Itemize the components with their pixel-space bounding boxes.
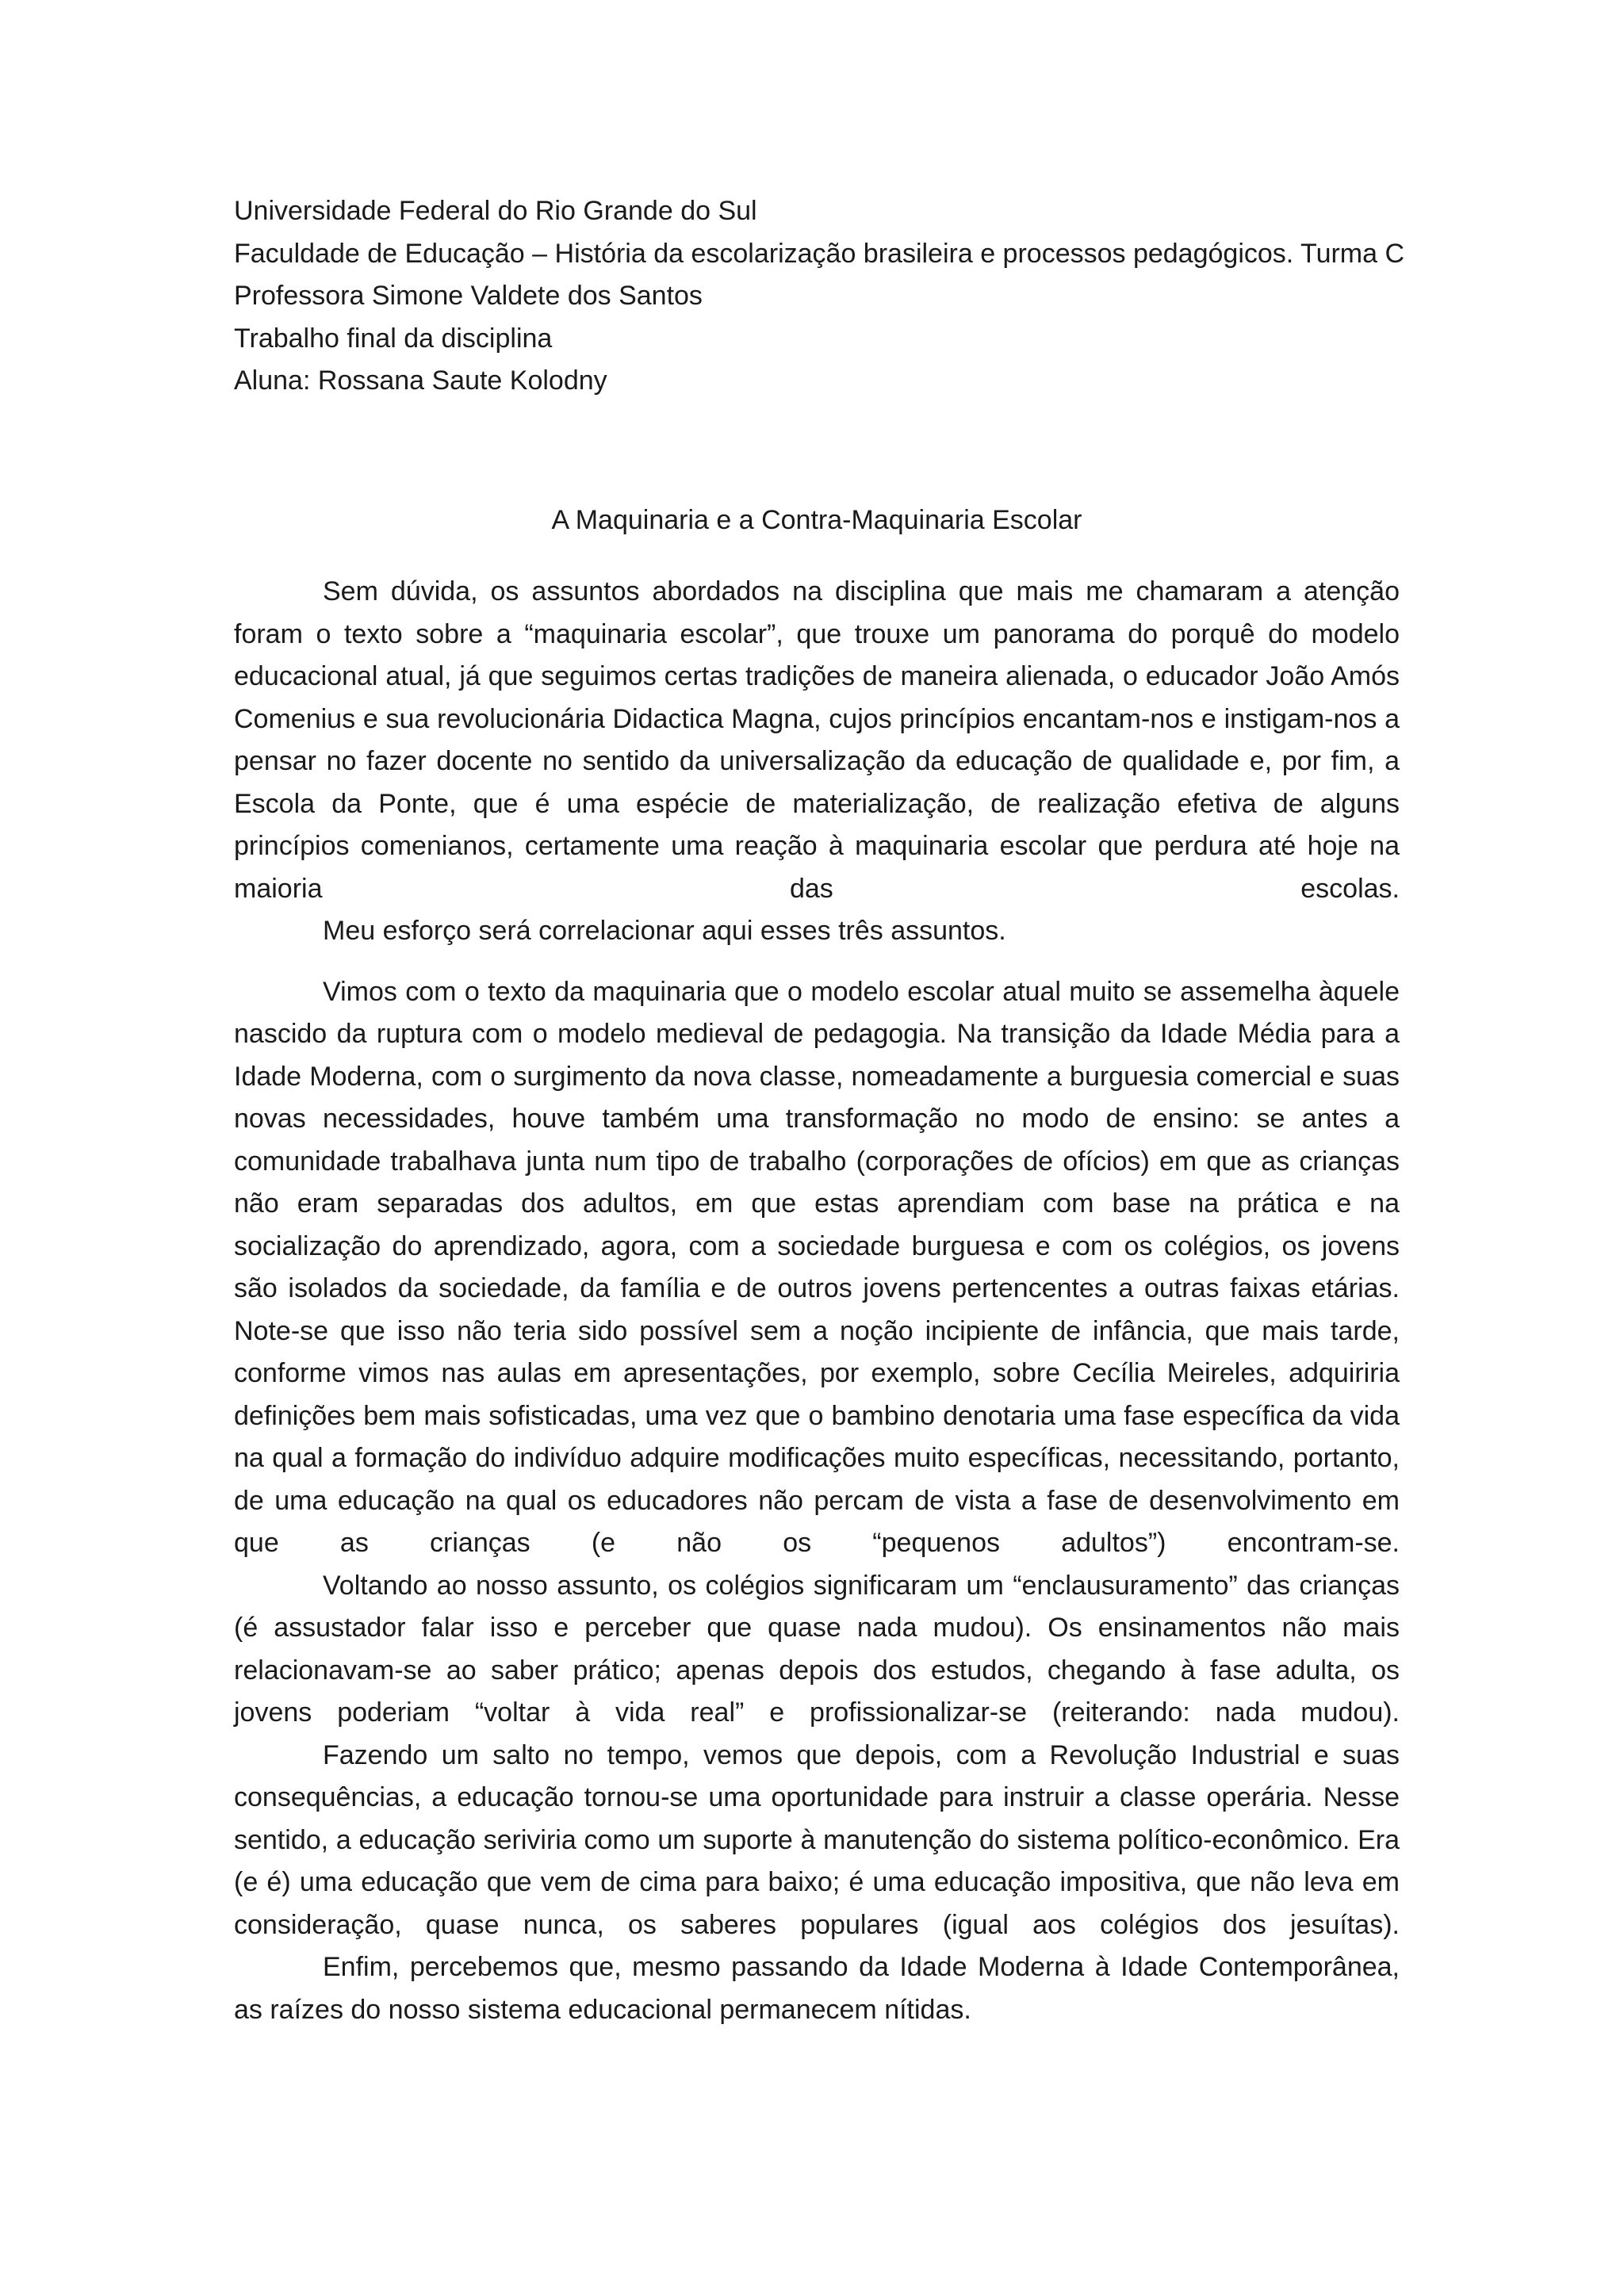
document-header bbox=[234, 190, 1408, 403]
paragraph-6: Enfim, percebemos que, mesmo passando da Idade Moderna à Idade Contemporânea, as raízes do nosso sistema educacional permanecem nítidas. bbox=[234, 1952, 1400, 2025]
paragraph-5: Fazendo um salto no tempo, vemos que depois, com a Revolução Industrial e suas consequências, a educação tornou-se uma oportunidade para instruir a classe operária. Nesse sentido, a educação seriviria como um suporte à manutenção do sistema político-econômico. Era (e é) uma educação que vem de cima para baixo; é uma educação impositiva, que não leva em consideração, quase nunca, os saberes populares (igual aos colégios dos jesuítas). bbox=[234, 1739, 1400, 1940]
paragraph-3: Vimos com o texto da maquinaria que o modelo escolar atual muito se assemelha àquele nascido da ruptura com o modelo medieval de pedagogia. Na transição da Idade Média para a Idade Moderna, com o surgimento da nova classe, nomeadamente a burguesia comercial e suas novas necessidades, houve também uma transformação no modo de ensino: se antes a comunidade trabalhava junta num tipo de trabalho (corporações de ofícios) em que as crianças não eram separadas dos adultos, em que estas aprendiam com base na prática e na socialização do aprendizado, agora, com a sociedade burguesa e com os colégios, os jovens são isolados da sociedade, da família e de outros jovens pertencentes a outras faixas etárias. Note-se que isso não teria sido possível sem a noção incipiente de infância, que mais tarde, conforme vimos nas aulas em apresentações, por exemplo, sobre Cecília Meireles, adquiriria definições bem mais sofisticadas, uma vez que o bambino denotaria uma fase específica da vida na qual a formação do indivíduo adquire modificações muito específicas, necessitando, portanto, de uma educação na qual os educadores não percam de vista a fase de desenvolvimento em que as crianças (e não os “pequenos adultos”) encontram-se. bbox=[234, 976, 1400, 1558]
paragraph-4: Voltando ao nosso assunto, os colégios significaram um “enclausuramento” das crianças (é assustador falar isso e perceber que quase nada mudou). Os ensinamentos não mais relacionavam-se ao saber prático; apenas depois dos estudos, chegando à fase adulta, os jovens poderiam “voltar à vida real” e profissionalizar-se (reiterando: nada mudou). bbox=[234, 1570, 1400, 1728]
header-assignment: Trabalho final da disciplina bbox=[234, 323, 553, 354]
header-university: Universidade Federal do Rio Grande do Sul bbox=[234, 196, 757, 226]
header-professor: Professora Simone Valdete dos Santos bbox=[234, 281, 703, 311]
document-title: A Maquinaria e a Contra-Maquinaria Escolar bbox=[551, 505, 1082, 535]
paragraph-2: Meu esforço será correlacionar aqui esses três assuntos. bbox=[323, 916, 1006, 946]
header-student: Aluna: Rossana Saute Kolodny bbox=[234, 365, 607, 396]
paragraph-1: Sem dúvida, os assuntos abordados na disciplina que mais me chamaram a atenção foram o texto sobre a “maquinaria escolar”, que trouxe um panorama do porquê do modelo educacional atual, já que seguimos certas tradições de maneira alienada, o educador João Amós Comenius e sua revolucionária Didactica Magna, cujos princípios encantam-nos e instigam-nos a pensar no fazer docente no sentido da universalização da educação de qualidade e, por fim, a Escola da Ponte, que é uma espécie de materialização, de realização efetiva de alguns princípios comenianos, certamente uma reação à maquinaria escolar que perdura até hoje na maioria das escolas. bbox=[234, 576, 1400, 904]
document-body bbox=[234, 571, 1400, 2031]
header-faculty-course: Faculdade de Educação – História da escolarização brasileira e processos pedagógicos. Turma C bbox=[234, 238, 1405, 269]
